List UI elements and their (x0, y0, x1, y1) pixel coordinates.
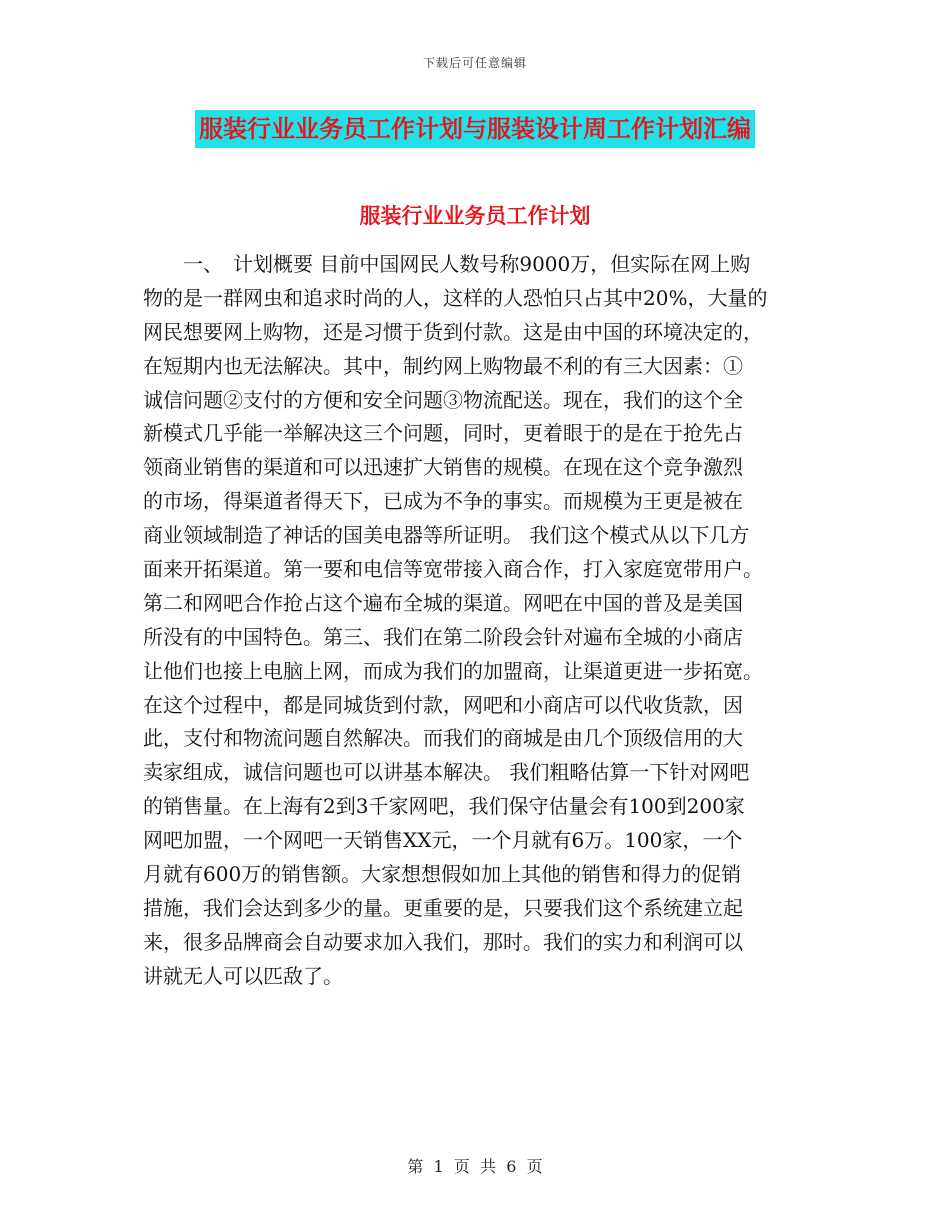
body-line: 诚信问题②支付的方便和安全问题③物流配送。现在，我们的这个全 (143, 387, 743, 412)
body-line: 网民想要网上购物，还是习惯于货到付款。这是由中国的环境决定的， (143, 319, 763, 344)
body-line: 措施，我们会达到多少的量。更重要的是，只要我们这个系统建立起 (143, 895, 743, 920)
body-line: 物的是一群网虫和追求时尚的人，这样的人恐怕只占其中20%，大量的 (143, 285, 768, 310)
body-line: 商业领域制造了神话的国美电器等所证明。 我们这个模式从以下几方 (143, 523, 750, 548)
body-line: 在这个过程中，都是同城货到付款，网吧和小商店可以代收货款，因 (143, 692, 743, 717)
body-line: 来，很多品牌商会自动要求加入我们，那时。我们的实力和利润可以 (143, 929, 743, 954)
body-line: 此，支付和物流问题自然解决。而我们的商城是由几个顶级信用的大 (143, 726, 743, 751)
body-line: 卖家组成，诚信问题也可以讲基本解决。 我们粗略估算一下针对网吧 (143, 760, 750, 785)
header-note: 下载后可任意编辑 (422, 56, 527, 70)
body-line: 月就有600万的销售额。大家想想假如加上其他的销售和得力的促销 (143, 862, 742, 887)
body-line: 新模式几乎能一举解决这三个问题，同时，更着眼于的是在于抢先占 (143, 421, 743, 446)
main-title: 服装行业业务员工作计划与服装设计周工作计划汇编 (195, 110, 755, 148)
body-line: 网吧加盟，一个网吧一天销售XX元，一个月就有6万。100家，一个 (143, 828, 743, 853)
section-title: 服装行业业务员工作计划 (359, 203, 591, 228)
body-line: 的销售量。在上海有2到3千家网吧，我们保守估量会有100到200家 (143, 794, 745, 819)
body-line: 让他们也接上电脑上网，而成为我们的加盟商，让渠道更进一步拓宽。 (143, 658, 763, 683)
body-line: 领商业销售的渠道和可以迅速扩大销售的规模。在现在这个竞争激烈 (143, 455, 743, 480)
body-line: 一、 计划概要 目前中国网民人数号称9000万，但实际在网上购 (143, 252, 751, 276)
page-footer: 第 1 页 共 6 页 (407, 1157, 543, 1176)
body-line: 的市场，得渠道者得天下，已成为不争的事实。而规模为王更是被在 (143, 489, 743, 514)
body-line: 第二和网吧合作抢占这个遍布全城的渠道。网吧在中国的普及是美国 (143, 590, 743, 615)
body-line: 在短期内也无法解决。其中，制约网上购物最不利的有三大因素：① (143, 353, 743, 378)
body-paragraph (143, 248, 803, 994)
body-line: 面来开拓渠道。第一要和电信等宽带接入商合作，打入家庭宽带用户。 (143, 557, 763, 582)
body-line: 讲就无人可以匹敌了。 (143, 963, 343, 988)
body-line: 所没有的中国特色。第三、我们在第二阶段会针对遍布全城的小商店 (143, 624, 743, 649)
